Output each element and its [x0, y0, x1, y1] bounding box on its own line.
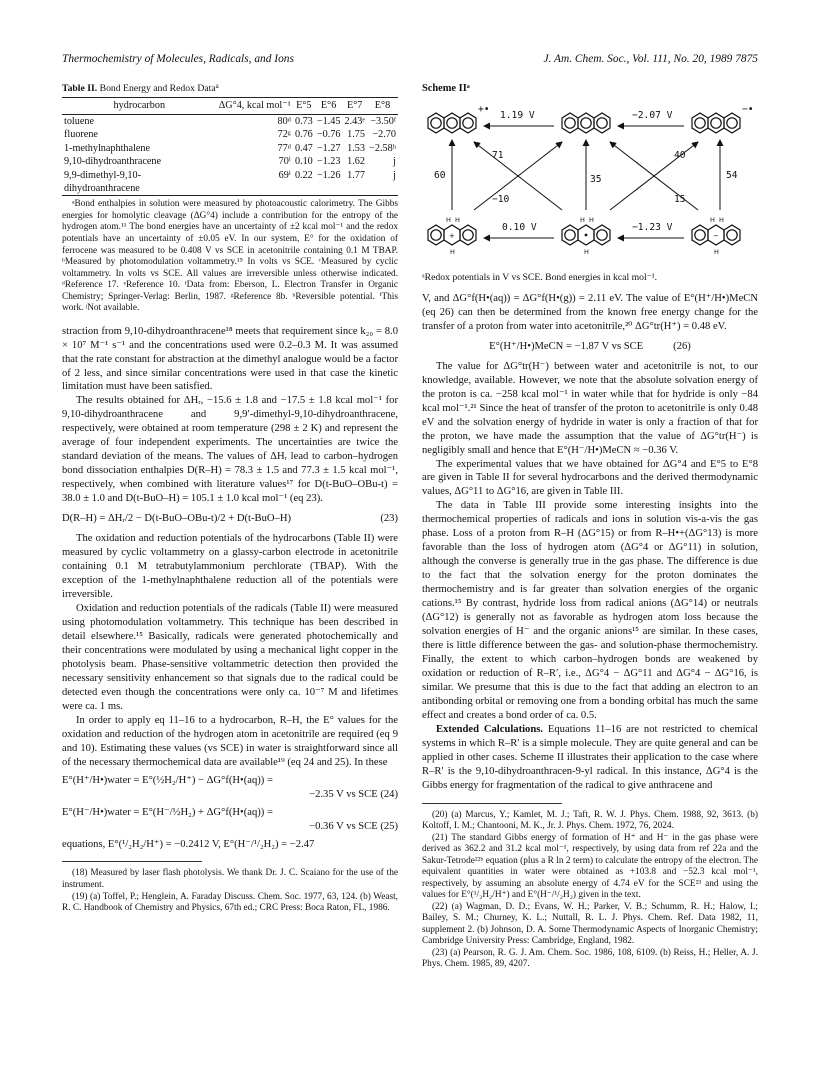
- table-cell: 0.76: [294, 129, 313, 141]
- equation-text: E°(H⁺/H•)water = E°(½H₂/H⁺) − ΔG°f(H•(aq)) =: [62, 774, 273, 786]
- scheme-potential-label: 0.10 V: [502, 221, 537, 233]
- table-cell: fluorene: [64, 129, 98, 141]
- table-cell: 0.47: [294, 142, 313, 154]
- svg-text:H: H: [450, 247, 455, 256]
- scheme-energy-label: 60: [434, 169, 446, 181]
- table-row: [62, 114, 398, 128]
- table-cell: 1.77: [342, 169, 367, 196]
- equation-number: (26): [673, 340, 691, 352]
- scheme-caption: ᵃRedox potentials in V vs SCE. Bond energies in kcal mol⁻¹.: [422, 271, 658, 283]
- svg-text:H: H: [714, 247, 719, 256]
- svg-text:H: H: [580, 215, 585, 224]
- equation-text: −0.36 V vs SCE (25): [309, 820, 398, 832]
- scheme-ii-diagram: [422, 98, 758, 268]
- table-cell: 77ᵈ: [277, 142, 291, 154]
- equation-25: [62, 806, 398, 834]
- table-cell: 0.22: [293, 169, 315, 196]
- table-cell: 72ᵍ: [277, 129, 291, 141]
- right-column: [422, 82, 758, 971]
- svg-text:H: H: [589, 215, 594, 224]
- svg-text:H: H: [584, 247, 589, 256]
- table-cell: −1.23: [316, 156, 341, 168]
- scheme-charge-label: −•: [742, 103, 754, 115]
- reference-entry: (23) (a) Pearson, R. G. J. Am. Chem. Soc. 1986, 108, 6109. (b) Reiss, H.; Heller, A. J. Phys. Chem. 1985, 89, 4207.: [422, 947, 758, 970]
- table-cell: j: [393, 156, 396, 168]
- body-paragraph: Oxidation and reduction potentials of the radicals (Table II) were measured using photomodulation voltammetry. This technique has been described in detail elsewhere.¹⁵ Basically, radicals were generated photochemically and their concentrations were modulated by using a mechanical light copper in the photolysis beam. Phase-sensitive voltammetric detection then provided the necessary sensitivity enhancement so that signals due to the radical could be detected even though the concentrations were only ca. 10⁻⁷ M and lifetimes were ca. 1 ms.: [62, 603, 398, 712]
- svg-text:−: −: [713, 231, 719, 240]
- equation-text: E°(H⁻/H•)water = E°(H⁻/½H₂) + ΔG°f(H•(aq)) =: [62, 806, 273, 818]
- section-heading: Extended Calculations.: [436, 723, 544, 735]
- table-cell: 9,10-dihydroanthracene: [64, 156, 162, 168]
- journal-section-title: Thermochemistry of Molecules, Radicals, and Ions: [62, 53, 294, 65]
- table-cell: −3.50ᶠ: [370, 115, 396, 127]
- body-paragraph: [422, 723, 758, 793]
- svg-text:H: H: [446, 215, 451, 224]
- table-label: Table II.: [62, 83, 98, 95]
- table-cell: 1.53: [347, 142, 365, 154]
- journal-citation: J. Am. Chem. Soc., Vol. 111, No. 20, 1989 7875: [543, 53, 758, 65]
- running-head: [62, 52, 758, 68]
- scheme-energy-label: 15: [674, 193, 686, 205]
- equation-text: −2.35 V vs SCE (24): [309, 788, 398, 800]
- table-cell: 80ᵈ: [277, 115, 291, 127]
- scheme-potential-label: −1.23 V: [632, 221, 673, 233]
- body-paragraph: straction from 9,10-dihydroanthracene¹⁸ meets that requirement since k₂₀ = 8.0 × 10⁷ M⁻¹ s⁻¹ and the concentrations used were 0.2–0.3 M. It was assumed that the rate constant for abstraction at the dimethyl analogue would be a factor of 2 less, and since similar concentrations were used in that case the kinetic limitation must have been satisfied.: [62, 325, 398, 393]
- table-header-cell: hydrocarbon: [62, 98, 217, 114]
- reference-entry: (19) (a) Toffel, P.; Henglein, A. Faraday Discuss. Chem. Soc. 1977, 63, 124. (b) Weast, R. C. Handbook of Chemistry and Physics, 67th ed.; CRC Press: Boca Raton, FL, 1986.: [62, 891, 398, 914]
- table-row: [62, 155, 398, 168]
- table-cell: 1.62: [347, 156, 365, 168]
- scheme-title: Scheme IIᵃ: [422, 83, 470, 94]
- table-header-cell: E°8: [367, 98, 398, 114]
- table-header-cell: E°6: [315, 98, 343, 114]
- table-cell: −1.27: [316, 142, 341, 154]
- body-paragraph: The value for ΔG°tr(H⁻) between water and acetonitrile is not, to our knowledge, available. However, we note that the absolute solvation energy of the proton is ca. −258 kcal mol⁻¹ in water while that for hydride is only −84 kcal mol⁻¹.²¹ Since the heat of transfer of the proton to acetonitrile is only 0.48 eV and the solvation energy of hydride in water is only a fraction of that for the proton, we have made the assumption that the value of ΔG°tr(H⁻) is negligibly small and hence that E°(H⁻/H•)MeCN ≈ −0.36 V.: [422, 360, 758, 456]
- table-footnotes: [62, 199, 398, 314]
- table-row: [62, 169, 398, 196]
- table-cell: −1.45: [316, 115, 341, 127]
- anthracene-radical-anion-icon: [692, 113, 740, 133]
- equation-number: (23): [380, 513, 398, 525]
- table-cell: −2.58ʰ: [369, 142, 396, 154]
- scheme-energy-label: 35: [590, 173, 602, 185]
- table-header-cell: ΔG°4, kcal mol⁻¹: [217, 98, 293, 114]
- svg-text:+: +: [449, 231, 455, 240]
- body-paragraph: In order to apply eq 11–16 to a hydrocarbon, R–H, the E° values for the oxidation and reduction of the hydrogen atom in acetonitrile are required (eq 9 and 10). Estimating these values (vs SCE) in water is straightforward since all of the necessary thermochemical data are available¹⁹ (eq 24 and 25). In these: [62, 714, 398, 768]
- body-paragraph: equations, E°(¹/₂H₂/H⁺) = −0.2412 V, E°(H⁻/¹/₂H₂) = −2.47: [62, 838, 315, 850]
- scheme-energy-label: −10: [492, 193, 510, 205]
- references-left: [62, 868, 398, 914]
- table-cell: 0.73: [294, 115, 313, 127]
- body-paragraph: The oxidation and reduction potentials of the hydrocarbons (Table II) were measured by cyclic voltammetry on a glassy-carbon electrode in acetonitrile containing 0.1 M tetrabutylammonium perchlorate (TBAP). With the exception of the 1-methylnaphthalene reduction all of the potentials were irreversible.: [62, 533, 398, 601]
- table-title-footnote-mark: a: [215, 82, 219, 90]
- table-row: [62, 128, 398, 141]
- scheme-potential-label: 1.19 V: [500, 109, 535, 121]
- table-cell: 1.75: [347, 129, 365, 141]
- table-cell: 2.43ᵉ: [344, 115, 365, 127]
- bond-energy-redox-table: [62, 97, 398, 196]
- references-right: [422, 810, 758, 971]
- table-cell: −1.26: [315, 169, 343, 196]
- table-cell: −2.70: [372, 129, 396, 141]
- body-paragraph: The experimental values that we have obtained for ΔG°4 and E°5 to E°8 are given in Table II for several hydrocarbons and the derived thermodynamic values, ΔG°11 to ΔG°16, are given in Table III.: [422, 458, 758, 498]
- table-cell: 69ⁱ: [217, 169, 293, 196]
- table-cell: toluene: [64, 115, 94, 127]
- left-column: [62, 82, 398, 915]
- anthracene-icon: [562, 113, 610, 133]
- scheme-energy-label: 40: [674, 149, 686, 161]
- table-title: Bond Energy and Redox Data: [99, 83, 216, 95]
- paragraph-text: Equations 11–16 are not restricted to chemical systems in which R–R′ is a simple molecule. They are quite general and can be applied in other cases. Scheme II illustrates their application to the case where R–R′ is the 9,10-dihydroanthracen-9-yl radical. In this instance, ΔG°4 is the Gibbs energy for fragmentation of the radical to give anthracene and: [422, 723, 758, 791]
- svg-text:H: H: [710, 215, 715, 224]
- svg-text:H: H: [719, 215, 724, 224]
- table-cell: 70ⁱ: [278, 156, 291, 168]
- equation-text: E°(H⁺/H•)MeCN = −1.87 V vs SCE: [489, 340, 644, 352]
- table-cell: 1-methylnaphthalene: [64, 142, 150, 154]
- scheme-charge-label: +•: [478, 103, 490, 115]
- equation-text: D(R–H) = ΔHᵣ/2 − D(t-BuO–OBu-t)/2 + D(t-BuO–H): [62, 513, 292, 525]
- body-paragraph: The data in Table III provide some interesting insights into the thermochemical properties of radicals and ions in solution vis-a-vis the gas phase. Loss of a proton from R–H (ΔG°15) or from R–H•+(ΔG°13) is more favorable than the loss of hydrogen atom (ΔG°4 or ΔG°11) in solution, although the converse is generally true in the gas phase. The difference is due to the fact that the solvation energy for the proton dominates the thermochemistry and is far greater than solvation energies of the organic cations.¹⁵ By contrast, hydride loss from radical anions (ΔG°14) or neutrals (ΔG°12) is generally not as favorable as hydrogen atom loss because the solvation energies of H⁻ and the organic anions¹⁵ are similar. In these cases, there is little difference between the gas- and solution-phase thermochemistry. Finally, the extent to which carbon–hydrogen bonds are weakened by oxidation or reduction of R–R′, i.e., ΔG°4 − ΔG°11 and ΔG°4 − ΔG°16, is similar. We presume that this is due to the fact that adding an electron to an antibonding orbital or removing one from a bonding orbital has much the same effect and creates a bond order of ca. 0.5.: [422, 500, 758, 721]
- table-footnote-text: ᵃBond enthalpies in solution were measured by photoacoustic calorimetry. The Gibbs energies for homolytic cleavage (ΔG°4) include a contribution for the entropy of the hydrogen atom.¹¹ The bond energies have an uncertainty of ±2 kcal mol⁻¹ and the redox potentials have an uncertainty of ±0.05 eV. In our system, E° for the oxidation of ferrocene was measured to be 0.408 V vs SCE in acetonitrile containing 0.1 M TBAP. ᵇMeasured by photomodulation voltammetry.¹⁵ In volts vs SCE. ᶜMeasured by cyclic voltammetry. In volts vs SCE. All values are irreversible unless otherwise indicated. ᵈReference 17. ᵉReference 10. ᶠData from: Eberson, L. Electron Transfer in Organic Chemistry; Springer-Verlag: Berlin, 1987. ᵍReference 8b. ʰReversible potential. ⁱThis work. ʲNot available.: [62, 199, 398, 314]
- table-row: [62, 142, 398, 155]
- scheme-potential-label: −2.07 V: [632, 109, 673, 121]
- reference-entry: (22) (a) Wagman, D. D.; Evans, W. H.; Parker, V. B.; Schumm, R. H.; Halow, I.; Bailey, S. M.; Churney, K. L.; Nuttall, R. L. J. Phys. Chem. Ref. Data 1982, 11, supplement 2. (b) Johnson, D. A. Some Thermodynamic Aspects of Inorganic Chemistry; Cambridge University Press: Cambridge, England, 1982.: [422, 901, 758, 947]
- equation-23: [62, 512, 398, 526]
- svg-text:H: H: [455, 215, 460, 224]
- footnote-divider: [422, 803, 562, 804]
- anthracene-radical-cation-icon: [428, 113, 476, 133]
- body-paragraph: V, and ΔG°f(H•(aq)) = ΔG°f(H•(g)) = 2.11 eV. The value of E°(H⁺/H•)MeCN (eq 26) can then be determined from the known free energy change for the transfer of a proton from water into acetonitrile,²⁰ ΔG°tr(H⁺) = 0.48 eV.: [422, 292, 758, 332]
- table-header-cell: E°7: [342, 98, 367, 114]
- equation-26: [422, 340, 758, 354]
- scheme-energy-label: 71: [492, 149, 504, 161]
- table-cell: j: [367, 169, 398, 196]
- reference-entry: (21) The standard Gibbs energy of formation of H⁺ and H⁻ in the gas phase were derived as 362.2 and 31.2 kcal mol⁻¹, respectively, by using data from ref 22a and the Sakur-Tetrode²²ᵇ equation (plus a R ln 2 term) to calculate the entropy of the electron. The equivalent quantities in water were obtained as +103.8 and −52.3 kcal mol⁻¹, respectively, by assuming an absolute energy of 4.74 eV for the SCE²³ and using the values for E°(¹/₂H₂/H⁺) and E°(H⁻/¹/₂H₂) given in the text.: [422, 832, 758, 901]
- equation-24: [62, 774, 398, 802]
- table-header-cell: E°5: [293, 98, 315, 114]
- scheme-energy-label: 54: [726, 169, 738, 181]
- reference-entry: (18) Measured by laser flash photolysis. We thank Dr. J. C. Scaiano for the use of the instrument.: [62, 868, 398, 890]
- table-caption: [62, 82, 398, 95]
- table-cell: 9,9-dimethyl-9,10-dihydroanthracene: [62, 169, 217, 196]
- table-cell: 0.10: [294, 156, 313, 168]
- body-paragraph: The results obtained for ΔHᵣ, −15.6 ± 1.8 and −17.5 ± 1.8 kcal mol⁻¹ for 9,10-dihydroanthracene and 9,9′-dimethyl-9,10-dihydroanthracene, respectively, were obtained at room temperature (298 ± 2 K) and represent the average of four independent experiments. The uncertainties are twice the standard deviation of the means. The values of ΔHᵣ lead to carbon–hydrogen bond dissociation enthalpies D(R–H) = 78.3 ± 1.5 and 77.3 ± 1.5 kcal mol⁻¹, respectively, when combined with literature values¹⁷ for D(t-BuO–OBu-t) = 38.0 ± 1.0 and D(t-BuO–H) = 105.1 ± 1.0 kcal mol⁻¹ (eq 23).: [62, 395, 398, 505]
- reference-entry: (20) (a) Marcus, Y.; Kamlet, M. J.; Taft, R. W. J. Phys. Chem. 1988, 92, 3613. (b) Koltoff, I. M.; Chantooni, M. K., Jr. J. Phys. Chem. 1972, 76, 2024.: [422, 809, 758, 832]
- table-cell: −0.76: [316, 129, 341, 141]
- footnote-divider: [62, 861, 202, 862]
